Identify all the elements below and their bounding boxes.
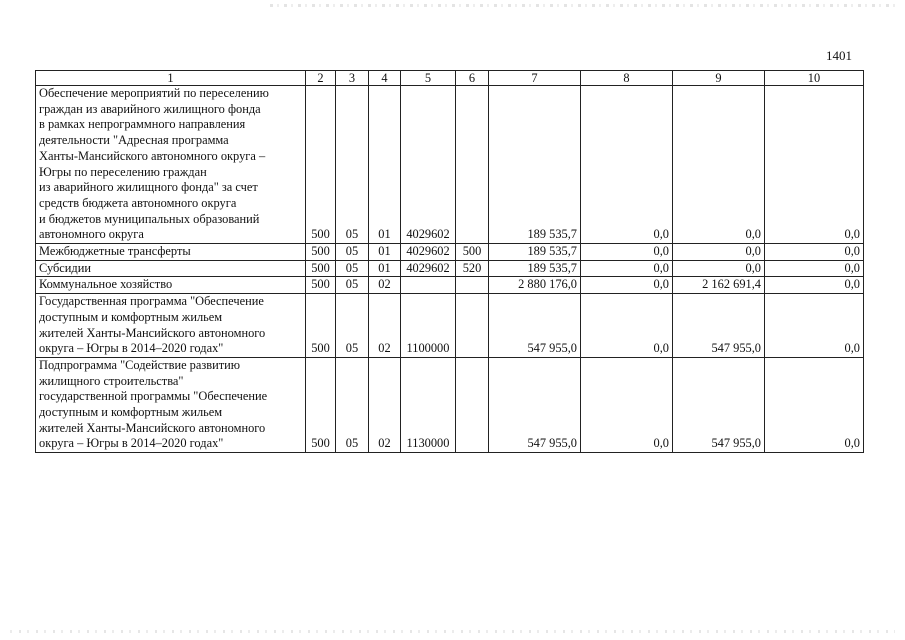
code-cell: 500	[306, 86, 336, 244]
code-cell: 500	[306, 244, 336, 261]
amount-cell: 2 880 176,0	[489, 277, 581, 294]
code-cell: 01	[369, 260, 401, 277]
amount-cell: 0,0	[581, 277, 673, 294]
code-cell: 02	[369, 294, 401, 358]
table-row	[36, 260, 864, 277]
code-cell: 05	[336, 294, 369, 358]
table-row	[36, 244, 864, 261]
code-cell: 01	[369, 244, 401, 261]
amount-cell: 0,0	[765, 294, 864, 358]
amount-cell: 547 955,0	[489, 357, 581, 452]
amount-cell: 0,0	[765, 86, 864, 244]
table-row	[36, 277, 864, 294]
code-cell: 4029602	[401, 86, 456, 244]
amount-cell: 0,0	[765, 277, 864, 294]
table-row	[36, 357, 864, 452]
code-cell: 05	[336, 244, 369, 261]
amount-cell: 0,0	[581, 244, 673, 261]
item-name: Обеспечение мероприятий по переселению граждан из аварийного жилищного фонда в рамках непрограммного направления деятельности "Адресная программа Ханты-Мансийского автономного округа – Югры по переселению граждан из аварийного жилищного фонда" за счет средств бюджета автономного округа и бюджетов муниципальных образований автономного округа	[36, 86, 306, 244]
amount-cell: 0,0	[581, 260, 673, 277]
code-cell: 05	[336, 260, 369, 277]
code-cell	[456, 294, 489, 358]
budget-table	[35, 70, 864, 453]
column-header: 8	[581, 71, 673, 86]
code-cell: 500	[306, 357, 336, 452]
item-name: Государственная программа "Обеспечение доступным и комфортным жильем жителей Ханты-Мансийского автономного округа – Югры в 2014–2020 годах"	[36, 294, 306, 358]
item-name: Межбюджетные трансферты	[36, 244, 306, 261]
column-header: 3	[336, 71, 369, 86]
amount-cell: 547 955,0	[489, 294, 581, 358]
code-cell: 02	[369, 277, 401, 294]
amount-cell: 547 955,0	[673, 357, 765, 452]
column-header: 1	[36, 71, 306, 86]
item-name: Коммунальное хозяйство	[36, 277, 306, 294]
column-header: 4	[369, 71, 401, 86]
amount-cell: 0,0	[673, 244, 765, 261]
amount-cell: 189 535,7	[489, 260, 581, 277]
scan-noise-top	[270, 4, 895, 7]
column-header: 10	[765, 71, 864, 86]
amount-cell: 189 535,7	[489, 86, 581, 244]
column-header: 9	[673, 71, 765, 86]
amount-cell: 189 535,7	[489, 244, 581, 261]
code-cell: 05	[336, 357, 369, 452]
code-cell	[456, 277, 489, 294]
amount-cell: 0,0	[673, 86, 765, 244]
code-cell: 01	[369, 86, 401, 244]
column-header: 2	[306, 71, 336, 86]
page-number: 1401	[826, 48, 852, 63]
code-cell: 02	[369, 357, 401, 452]
amount-cell: 0,0	[765, 244, 864, 261]
table-row	[36, 86, 864, 244]
code-cell: 05	[336, 277, 369, 294]
amount-cell: 0,0	[581, 294, 673, 358]
code-cell: 4029602	[401, 260, 456, 277]
code-cell	[456, 86, 489, 244]
amount-cell: 0,0	[581, 357, 673, 452]
amount-cell: 0,0	[765, 357, 864, 452]
code-cell: 500	[306, 294, 336, 358]
code-cell	[401, 277, 456, 294]
amount-cell: 2 162 691,4	[673, 277, 765, 294]
code-cell	[456, 357, 489, 452]
scan-noise-bottom	[10, 630, 895, 633]
code-cell: 500	[456, 244, 489, 261]
item-name: Субсидии	[36, 260, 306, 277]
amount-cell: 0,0	[765, 260, 864, 277]
code-cell: 4029602	[401, 244, 456, 261]
amount-cell: 0,0	[673, 260, 765, 277]
header-row	[36, 71, 864, 86]
column-header: 7	[489, 71, 581, 86]
code-cell: 500	[306, 277, 336, 294]
amount-cell: 547 955,0	[673, 294, 765, 358]
code-cell: 1100000	[401, 294, 456, 358]
code-cell: 520	[456, 260, 489, 277]
table-row	[36, 294, 864, 358]
code-cell: 05	[336, 86, 369, 244]
column-header: 6	[456, 71, 489, 86]
column-header: 5	[401, 71, 456, 86]
code-cell: 1130000	[401, 357, 456, 452]
code-cell: 500	[306, 260, 336, 277]
item-name: Подпрограмма "Содействие развитию жилищного строительства" государственной программы "Обеспечение доступным и комфортным жильем жителей Ханты-Мансийского автономного округа – Югры в 2014–2020 годах"	[36, 357, 306, 452]
amount-cell: 0,0	[581, 86, 673, 244]
